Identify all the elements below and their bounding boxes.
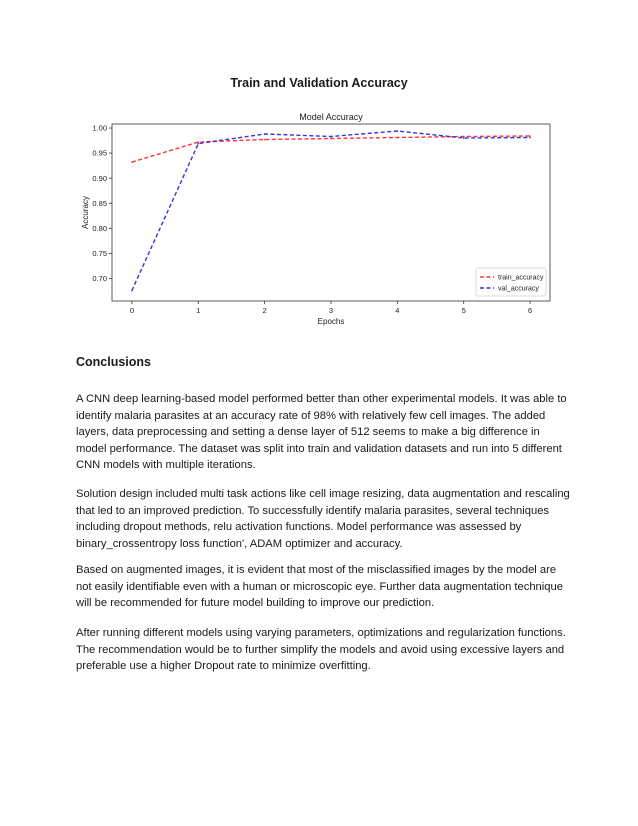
x-axis-label: Epochs (317, 317, 345, 326)
x-tick-label: 4 (395, 306, 400, 315)
legend-label: val_accuracy (498, 285, 539, 293)
y-tick-label: 0.70 (92, 274, 107, 284)
x-tick-label: 0 (129, 306, 134, 315)
y-tick-label: 0.85 (92, 198, 107, 208)
data-point-val_accuracy (330, 136, 332, 138)
conclusion-paragraph-4: After running different models using varying parameters, optimizations and regularization functions. The recommendation would be to further simplify the models and avoid using excessive layers and preferable use a higher Dropout rate to minimize overfitting. (76, 627, 566, 672)
data-point-train_accuracy (264, 139, 266, 141)
conclusion-paragraph-3: Based on augmented images, it is evident that most of the misclassified images by the model are not easily identifiable even with a human or microscopic eye. Further data augmentation technique will be recommended for future model building to improve our prediction. (76, 564, 563, 609)
data-point-val_accuracy (463, 137, 465, 139)
data-point-train_accuracy (397, 137, 399, 139)
data-point-val_accuracy (397, 130, 399, 132)
chart-title: Model Accuracy (299, 112, 363, 122)
y-tick-label: 1.00 (92, 123, 107, 133)
y-axis-label: Accuracy (81, 196, 90, 229)
data-point-val_accuracy (197, 143, 199, 145)
y-tick-label: 0.90 (92, 173, 107, 183)
series-line-val_accuracy (132, 131, 530, 291)
data-point-val_accuracy (529, 137, 531, 139)
y-tick-label: 0.80 (92, 223, 107, 233)
x-tick-label: 6 (528, 306, 533, 315)
data-point-val_accuracy (131, 290, 133, 292)
x-tick-label: 5 (461, 306, 466, 315)
x-tick-label: 1 (196, 306, 201, 315)
data-point-train_accuracy (463, 136, 465, 138)
conclusion-paragraph-1: A CNN deep learning-based model performed better than other experimental models. It was able to identify malaria parasites at an accuracy rate of 98% with relatively few cell images. The added layers, data preprocessing and setting a dense layer of 512 seems to make a big difference in model performance. The dataset was split into train and validation datasets and run into 5 different CNN models with multiple iterations. (76, 393, 567, 471)
data-point-train_accuracy (131, 161, 133, 163)
data-point-train_accuracy (197, 141, 199, 143)
x-tick-label: 2 (262, 306, 267, 315)
accuracy-chart (72, 110, 562, 332)
data-point-train_accuracy (330, 138, 332, 140)
data-point-val_accuracy (264, 133, 266, 135)
figure-heading: Train and Validation Accuracy (230, 76, 408, 90)
y-tick-label: 0.75 (92, 248, 107, 258)
y-tick-label: 0.95 (92, 148, 107, 158)
conclusions-heading: Conclusions (76, 355, 152, 369)
conclusion-paragraph-2: Solution design included multi task actions like cell image resizing, data augmentation and rescaling that led to an improved prediction. To successfully identify malaria parasites, several techniques including dropout methods, relu activation functions. Model performance was assessed by binary_crossentropy loss function', ADAM optimizer and accuracy. (76, 488, 570, 550)
legend-label: train_accuracy (498, 274, 544, 282)
data-point-train_accuracy (529, 135, 531, 137)
chart-svg (72, 110, 562, 332)
x-tick-label: 3 (328, 306, 334, 315)
